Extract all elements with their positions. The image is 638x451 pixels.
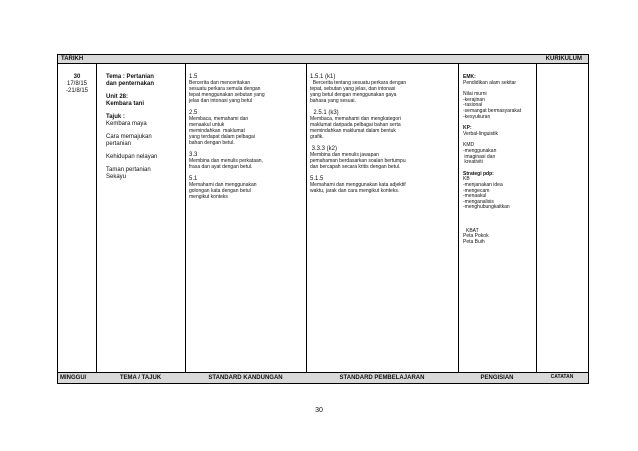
emk-label: EMK: — [463, 74, 476, 80]
nilai-item: -kesyukuran — [463, 113, 491, 120]
sp-text-1-line: yang betul dengan menggunakan gaya — [310, 92, 397, 98]
kmd-label: KMD — [463, 142, 475, 149]
column-divider — [536, 64, 537, 383]
subtopic-1a: Cara memajukan — [106, 134, 152, 140]
sp-text-4-line: waktu, jarak dan cara mengikut konteks. — [310, 188, 400, 194]
subtopic-1b: pertanian — [106, 141, 132, 147]
strategi-item: -mengecam — [463, 187, 490, 194]
sk-code-4: 5.1 — [189, 176, 198, 182]
strategi-item: KB — [463, 176, 470, 183]
strategi-label: Strategi pdp: — [463, 170, 494, 177]
date-start: 17/8/15 — [66, 81, 88, 87]
subtopic-3b: Sekayu — [106, 174, 127, 180]
kp-text: Verbal-linguistik — [463, 130, 499, 137]
tema-cell — [106, 74, 184, 181]
sk-text-1-line: sesuatu perkara semula dengan — [189, 86, 261, 92]
sp-code-1: 1.5.1 (k1) — [310, 74, 336, 80]
sk-text-2-line: menaakul untuk — [189, 122, 225, 128]
sk-text-2-line: memindahkan maklumat — [189, 128, 245, 134]
sk-text-4-line: Memahami dan menggunakan — [189, 182, 257, 188]
header-tarikh: TARIKH — [61, 56, 84, 62]
sp-text-1-line: Bercerita tentang sesuatu perkara dengan — [310, 80, 407, 86]
footer-pengisian: PENGISIAN — [480, 375, 514, 381]
standard-kandungan-cell — [189, 74, 304, 200]
strategi-item: -menganalisis — [463, 198, 494, 205]
sk-code-1: 1.5 — [189, 74, 198, 80]
table-header — [58, 55, 588, 64]
date-cell — [60, 74, 94, 95]
sp-text-3-line: pemahaman berdasarkan soalan bertumpu — [310, 158, 406, 164]
pengisian-cell — [463, 75, 535, 246]
sp-code-4: 5.1.5 — [310, 176, 324, 182]
nilai-item: -semangat bermasyarakat — [463, 107, 522, 114]
sk-text-2-line: yang terdapat dalam pelbagai — [189, 134, 255, 140]
kmd-item: imaginasi dan — [463, 153, 496, 160]
sp-text-4-line: Memahami dan menggunakan kata adjektif — [310, 182, 406, 188]
sk-text-4-line: golongan kata dengan betul — [189, 188, 251, 194]
tajuk-label: Tajuk : — [106, 114, 125, 120]
sp-text-3-line: Membina dan menulis jawapan — [310, 152, 379, 158]
sp-code-3: 3.3.3 (k2) — [310, 146, 338, 152]
sk-text-1-line: jelas dan intonasi yang betul — [189, 98, 253, 104]
nilai-label: Nilai murni — [463, 91, 487, 98]
sk-text-1-line: tepat menggunakan sebutan yang — [189, 92, 265, 98]
sp-text-1-line: bahasa yang sesuai. — [310, 98, 356, 104]
footer-tema: TEMA / TAJUK — [119, 375, 162, 381]
sp-text-2-line: memindahkan maklumat dalam bentuk — [310, 128, 396, 134]
unit-title: Kembara tani — [106, 101, 145, 107]
sk-text-1-line: Bercerita dan menceritakan — [189, 80, 251, 86]
sk-code-2: 2.5 — [189, 110, 198, 116]
sp-text-3-line: dan bercapah secara kritis dengan betul. — [310, 164, 401, 170]
kmd-item: -menggunakan — [463, 147, 497, 154]
header-kurikulum: KURIKULUM — [545, 56, 582, 62]
column-divider — [306, 64, 307, 383]
sk-code-3: 3.3 — [189, 152, 198, 158]
column-divider — [185, 64, 186, 383]
nilai-item: -rasional — [463, 102, 483, 109]
sp-text-2-line: Membaca, memahami dan mengkategori — [310, 116, 401, 122]
sk-text-2-line: bahan dengan betul. — [189, 140, 235, 146]
table-footer — [58, 372, 588, 383]
footer-standard-kandungan: STANDARD KANDUNGAN — [208, 375, 283, 381]
kbat-item: Peta Buih — [463, 239, 485, 246]
sp-text-2-line: maklumat daripada pelbagai bahan serta — [310, 122, 401, 128]
tajuk-text: Kembara maya — [106, 121, 147, 127]
strategi-item: -menaakul — [463, 193, 487, 200]
kp-label: KP: — [463, 125, 472, 132]
nilai-item: -kerajinan — [463, 96, 485, 103]
sp-text-2-line: grafik. — [310, 134, 324, 140]
subtopic-3a: Taman pertanian — [106, 167, 151, 173]
kbat-label: KBAT — [466, 227, 479, 234]
tema-line-1: Tema : Pertanian — [106, 74, 154, 80]
date-end: -21/8/15 — [65, 88, 89, 94]
sp-text-1-line: tepat, sebutan yang jelas, dan intonasi — [310, 86, 396, 92]
strategi-item: -menjanakan idea — [463, 181, 503, 188]
unit-label: Unit 28: — [106, 94, 129, 100]
standard-pembelajaran-cell — [310, 74, 456, 194]
column-divider — [458, 64, 459, 383]
kmd-item: kreativiti — [463, 159, 483, 166]
footer-standard-pembelajaran: STANDARD PEMBELAJARAN — [339, 375, 425, 381]
sk-text-2-line: Membaca, memahami dan — [189, 116, 249, 122]
sk-text-4-line: mengikut konteks — [189, 194, 228, 200]
emk-text: Pendidikan alam sekitar — [463, 79, 517, 86]
column-divider — [96, 64, 97, 383]
footer-minggu: MINGGU/ — [60, 375, 87, 381]
sp-code-2: 2.5.1 (k3) — [310, 110, 339, 116]
subtopic-2: Kehidupan nelayan — [106, 154, 158, 160]
tema-line-2: dan penternakan — [106, 81, 155, 87]
kbat-item: Peta Pokok — [463, 233, 489, 240]
footer-catatan: CATATAN — [550, 374, 574, 380]
page-number: 30 — [315, 407, 323, 414]
sk-text-3-line: frasa dan ayat dengan betul. — [189, 164, 253, 170]
sk-text-3-line: Membina dan menulis perkataan, — [189, 158, 263, 164]
week-number: 30 — [73, 74, 81, 80]
lesson-plan-table — [57, 54, 589, 384]
strategi-item: -menghubungkaitkan — [463, 204, 510, 211]
